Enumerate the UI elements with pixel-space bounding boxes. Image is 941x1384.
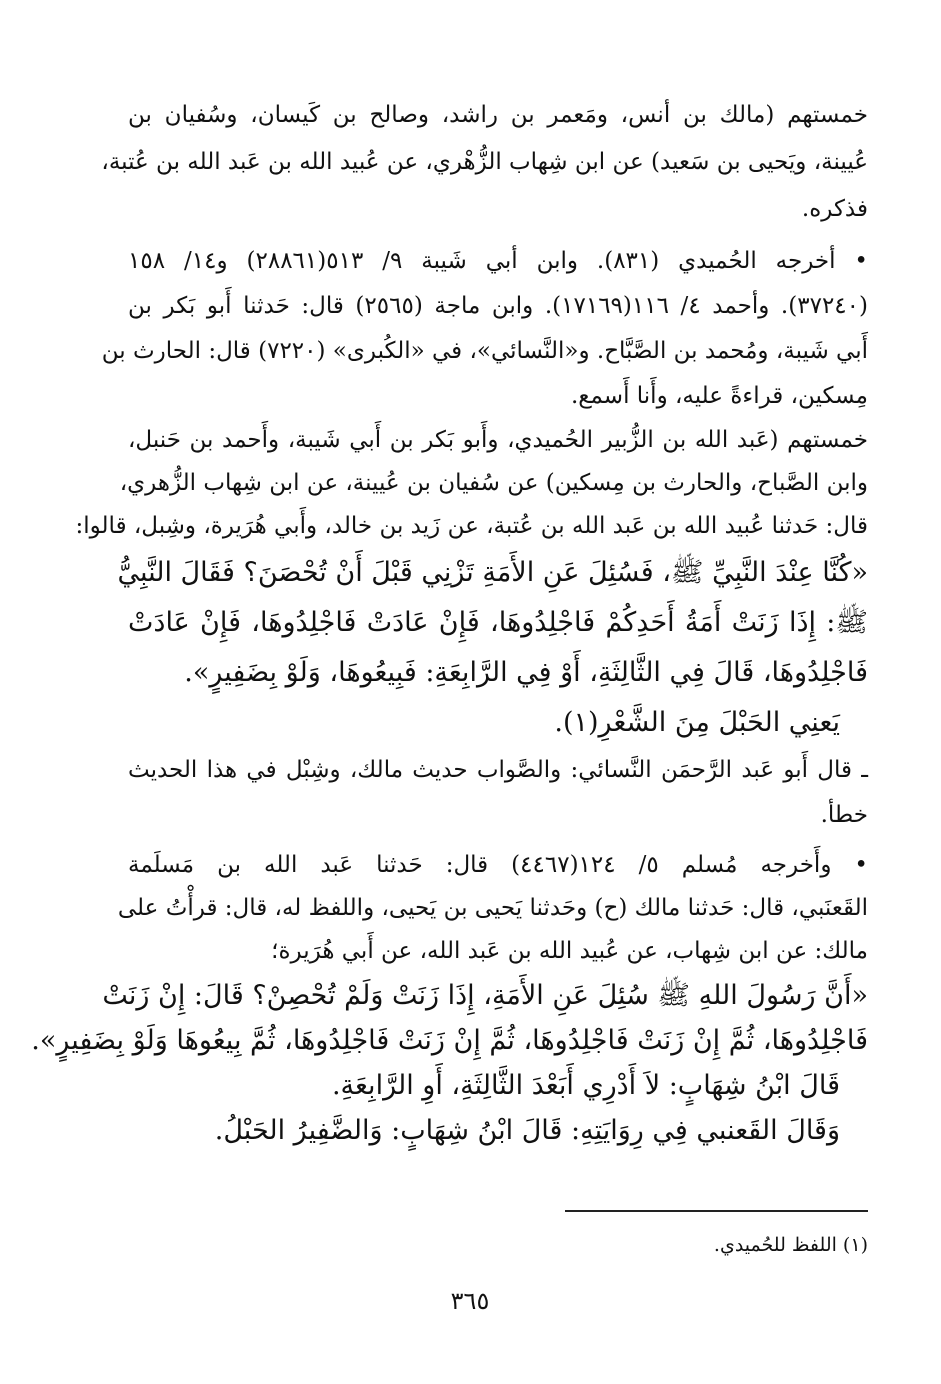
hadith-line: ﷺ: إِذَا زَنَتْ أَمَةُ أَحَدِكُمْ فَاجْلِدُوهَا، فَإِنْ عَادَتْ فَاجْلِدُوهَا، فَإِنْ عَادَتْ <box>128 607 868 638</box>
footnote: (١) اللفظ للحُميدي. <box>713 1234 868 1256</box>
paragraph-takhrij-humaydi <box>101 239 868 419</box>
paragraph-takhrij-muslim <box>117 844 868 973</box>
page-number: ٣٦٥ <box>450 1287 490 1315</box>
text-line: خمستهم (مالك بن أنس، ومَعمر بن راشد، وصالح بن كَيسان، وسُفيان بن <box>128 102 868 128</box>
text-line: خمستهم (عَبد الله بن الزُّبير الحُميدي، وأَبو بَكر بن أَبي شَيبة، وأَحمد بن حَنبل، <box>128 427 868 453</box>
text-line: فذكره. <box>801 196 868 222</box>
text-line: مالك: عن ابن شِهاب، عن عُبيد الله بن عَبد الله، عن أَبي هُرَيرة؛ <box>271 938 868 964</box>
text-line: خطأ. <box>820 802 868 828</box>
hadith-line: فَاجْلِدُوهَا، قَالَ فِي الثَّالِثَةِ، أَوْ فِي الرَّابِعَةِ: فَبِيعُوهَا، وَلَوْ بِضَفِيرٍ». <box>184 657 868 688</box>
text-line: • وأَخرجه مُسلم ٥/ ١٢٤(٤٤٦٧) قال: حَدثنا عَبد الله بن مَسلَمة <box>128 852 868 878</box>
text-line: القَعنَبي، قال: حَدثنا مالك (ح) وحَدثنا يَحيى بن يَحيى، واللفظ له، قال: قرأْتُ على <box>117 895 868 921</box>
hadith-text-first <box>117 548 868 748</box>
text-line: وابن الصَّباح، والحارث بن مِسكين) عن سُفيان بن عُيينة، عن ابن شِهاب الزُّهري، <box>119 470 868 496</box>
hadith-text-second <box>31 973 868 1153</box>
footnote-separator <box>565 1210 868 1212</box>
text-line: قال: حَدثنا عُبيد الله بن عَبد الله بن عُتبة، عن زَيد بن خالد، وأَبي هُرَيرة، وشِبل، قالوا: <box>75 513 868 539</box>
text-line: عُيينة، ويَحيى بن سَعيد) عن ابن شِهاب الزُّهْري، عن عُبيد الله بن عَبد الله بن عُتبة، <box>101 149 868 175</box>
hadith-line: وَقَالَ القَعنبي فِي رِوَايَتِهِ: قَالَ ابْنُ شِهَابٍ: وَالضَّفِيرُ الحَبْلُ. <box>214 1115 840 1146</box>
text-line: مِسكين، قراءةً عليه، وأَنا أَسمع. <box>570 383 868 409</box>
hadith-line: قَالَ ابْنُ شِهَابٍ: لاَ أَدْرِي أَبَعْدَ الثَّالِثَةِ، أَوِ الرَّابِعَةِ. <box>331 1070 840 1101</box>
text-line: ـ قال أَبو عَبد الرَّحمَن النَّسائي: والصَّواب حديث مالك، وشِبْل في هذا الحديث <box>128 757 868 783</box>
hadith-line: يَعنِي الحَبْلَ مِنَ الشَّعْرِ(١). <box>554 707 840 738</box>
paragraph-chain-intro <box>101 92 868 233</box>
text-line: • أخرجه الحُميدي (٨٣١). وابن أبي شَيبة ٩/ ٥١٣(٢٨٨٦١) و١٤/ ١٥٨ <box>128 248 868 274</box>
paragraph-chain-sufyan <box>75 419 868 548</box>
hadith-line: «كُنَّا عِنْدَ النَّبِيِّ ﷺ، فَسُئِلَ عَنِ الأَمَةِ تَزْنِي قَبْلَ أَنْ تُحْصَنَ؟ فَقَالَ النَّبِيُّ <box>117 557 868 588</box>
page-body <box>31 92 868 1153</box>
paragraph-nasai-note <box>128 748 868 838</box>
hadith-line: «أَنَّ رَسُولَ اللهِ ﷺ سُئِلَ عَنِ الأَمَةِ، إِذَا زَنَتْ وَلَمْ تُحْصِنْ؟ قَالَ: إِنْ زَنَتْ <box>102 980 868 1011</box>
hadith-line: فَاجْلِدُوهَا، ثُمَّ إِنْ زَنَتْ فَاجْلِدُوهَا، ثُمَّ إِنْ زَنَتْ فَاجْلِدُوهَا، ثُمَّ بِيعُوهَا وَلَوْ بِضَفِيرٍ». <box>31 1025 868 1056</box>
text-line: أَبي شَيبة، ومُحمد بن الصَّبَّاح. و«النَّسائي»، في «الكُبرى» (٧٢٢٠) قال: الحارث بن <box>101 338 868 364</box>
text-line: (٣٧٢٤٠). وأحمد ٤/ ١١٦(١٧١٦٩). وابن ماجة (٢٥٦٥) قال: حَدثنا أَبو بَكر بن <box>128 293 868 319</box>
